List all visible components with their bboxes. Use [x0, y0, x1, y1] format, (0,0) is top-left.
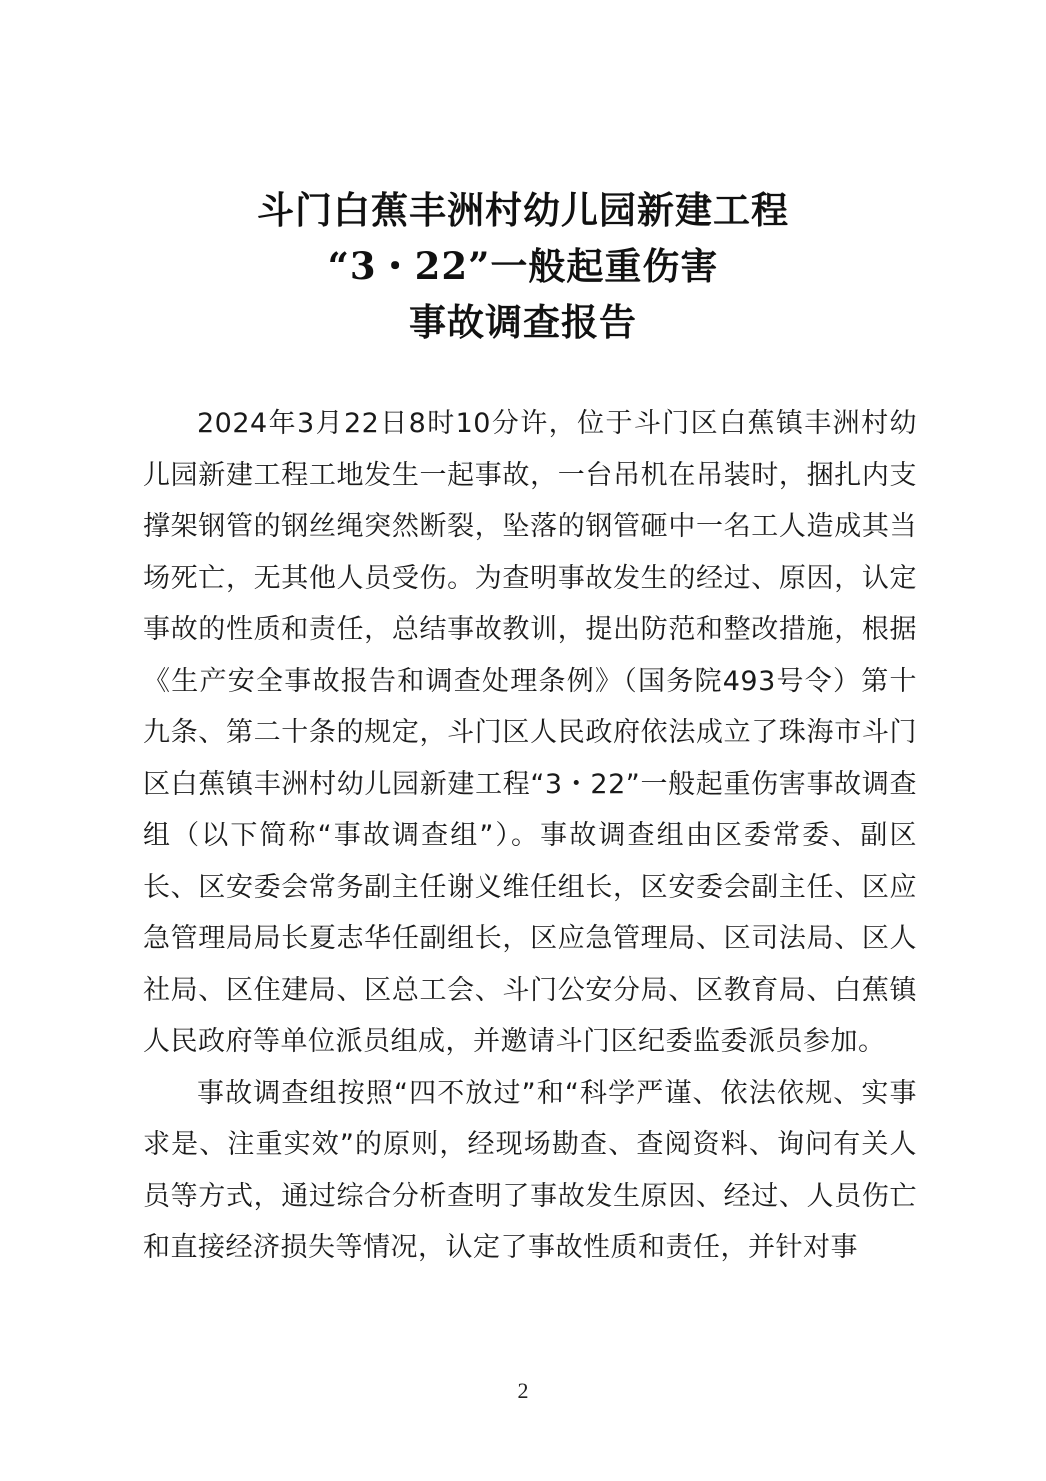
paragraph-2: 事故调查组按照“四不放过”和“科学严谨、依法依规、实事求是、注重实效”的原则，经现场勘查、查阅资料、询问有关人员等方式，通过综合分析查明了事故发生原因、经过、人员伤亡和直接经济损失等情况，认定了事故性质和责任，并针对事 — [143, 1077, 917, 1263]
document-title — [130, 182, 916, 350]
paragraph-1: 2024年3月22日8时10分许，位于斗门区白蕉镇丰洲村幼儿园新建工程工地发生一起事故，一台吊机在吊装时，捆扎内支撑架钢管的钢丝绳突然断裂，坠落的钢管砸中一名工人造成其当场死亡，无其他人员受伤。为查明事故发生的经过、原因，认定事故的性质和责任，总结事故教训，提出防范和整改措施，根据《生产安全事故报告和调查处理条例》（国务院493号令）第十九条、第二十条的规定，斗门区人民政府依法成立了珠海市斗门区白蕉镇丰洲村幼儿园新建工程“3・22”一般起重伤害事故调查组（以下简称“事故调查组”）。事故调查组由区委常委、副区长、区安委会常务副主任谢义维任组长，区安委会副主任、区应急管理局局长夏志华任副组长，区应急管理局、区司法局、区人社局、区住建局、区总工会、斗门公安分局、区教育局、白蕉镇人民政府等单位派员组成，并邀请斗门区纪委监委派员参加。 — [143, 408, 917, 1057]
title-line-1: 斗门白蕉丰洲村幼儿园新建工程 — [257, 188, 789, 232]
title-line-3: 事故调查报告 — [409, 300, 637, 344]
page-number: 2 — [517, 1378, 529, 1403]
title-line-2: “3・22”一般起重伤害 — [327, 244, 719, 288]
document-body — [143, 398, 917, 1274]
